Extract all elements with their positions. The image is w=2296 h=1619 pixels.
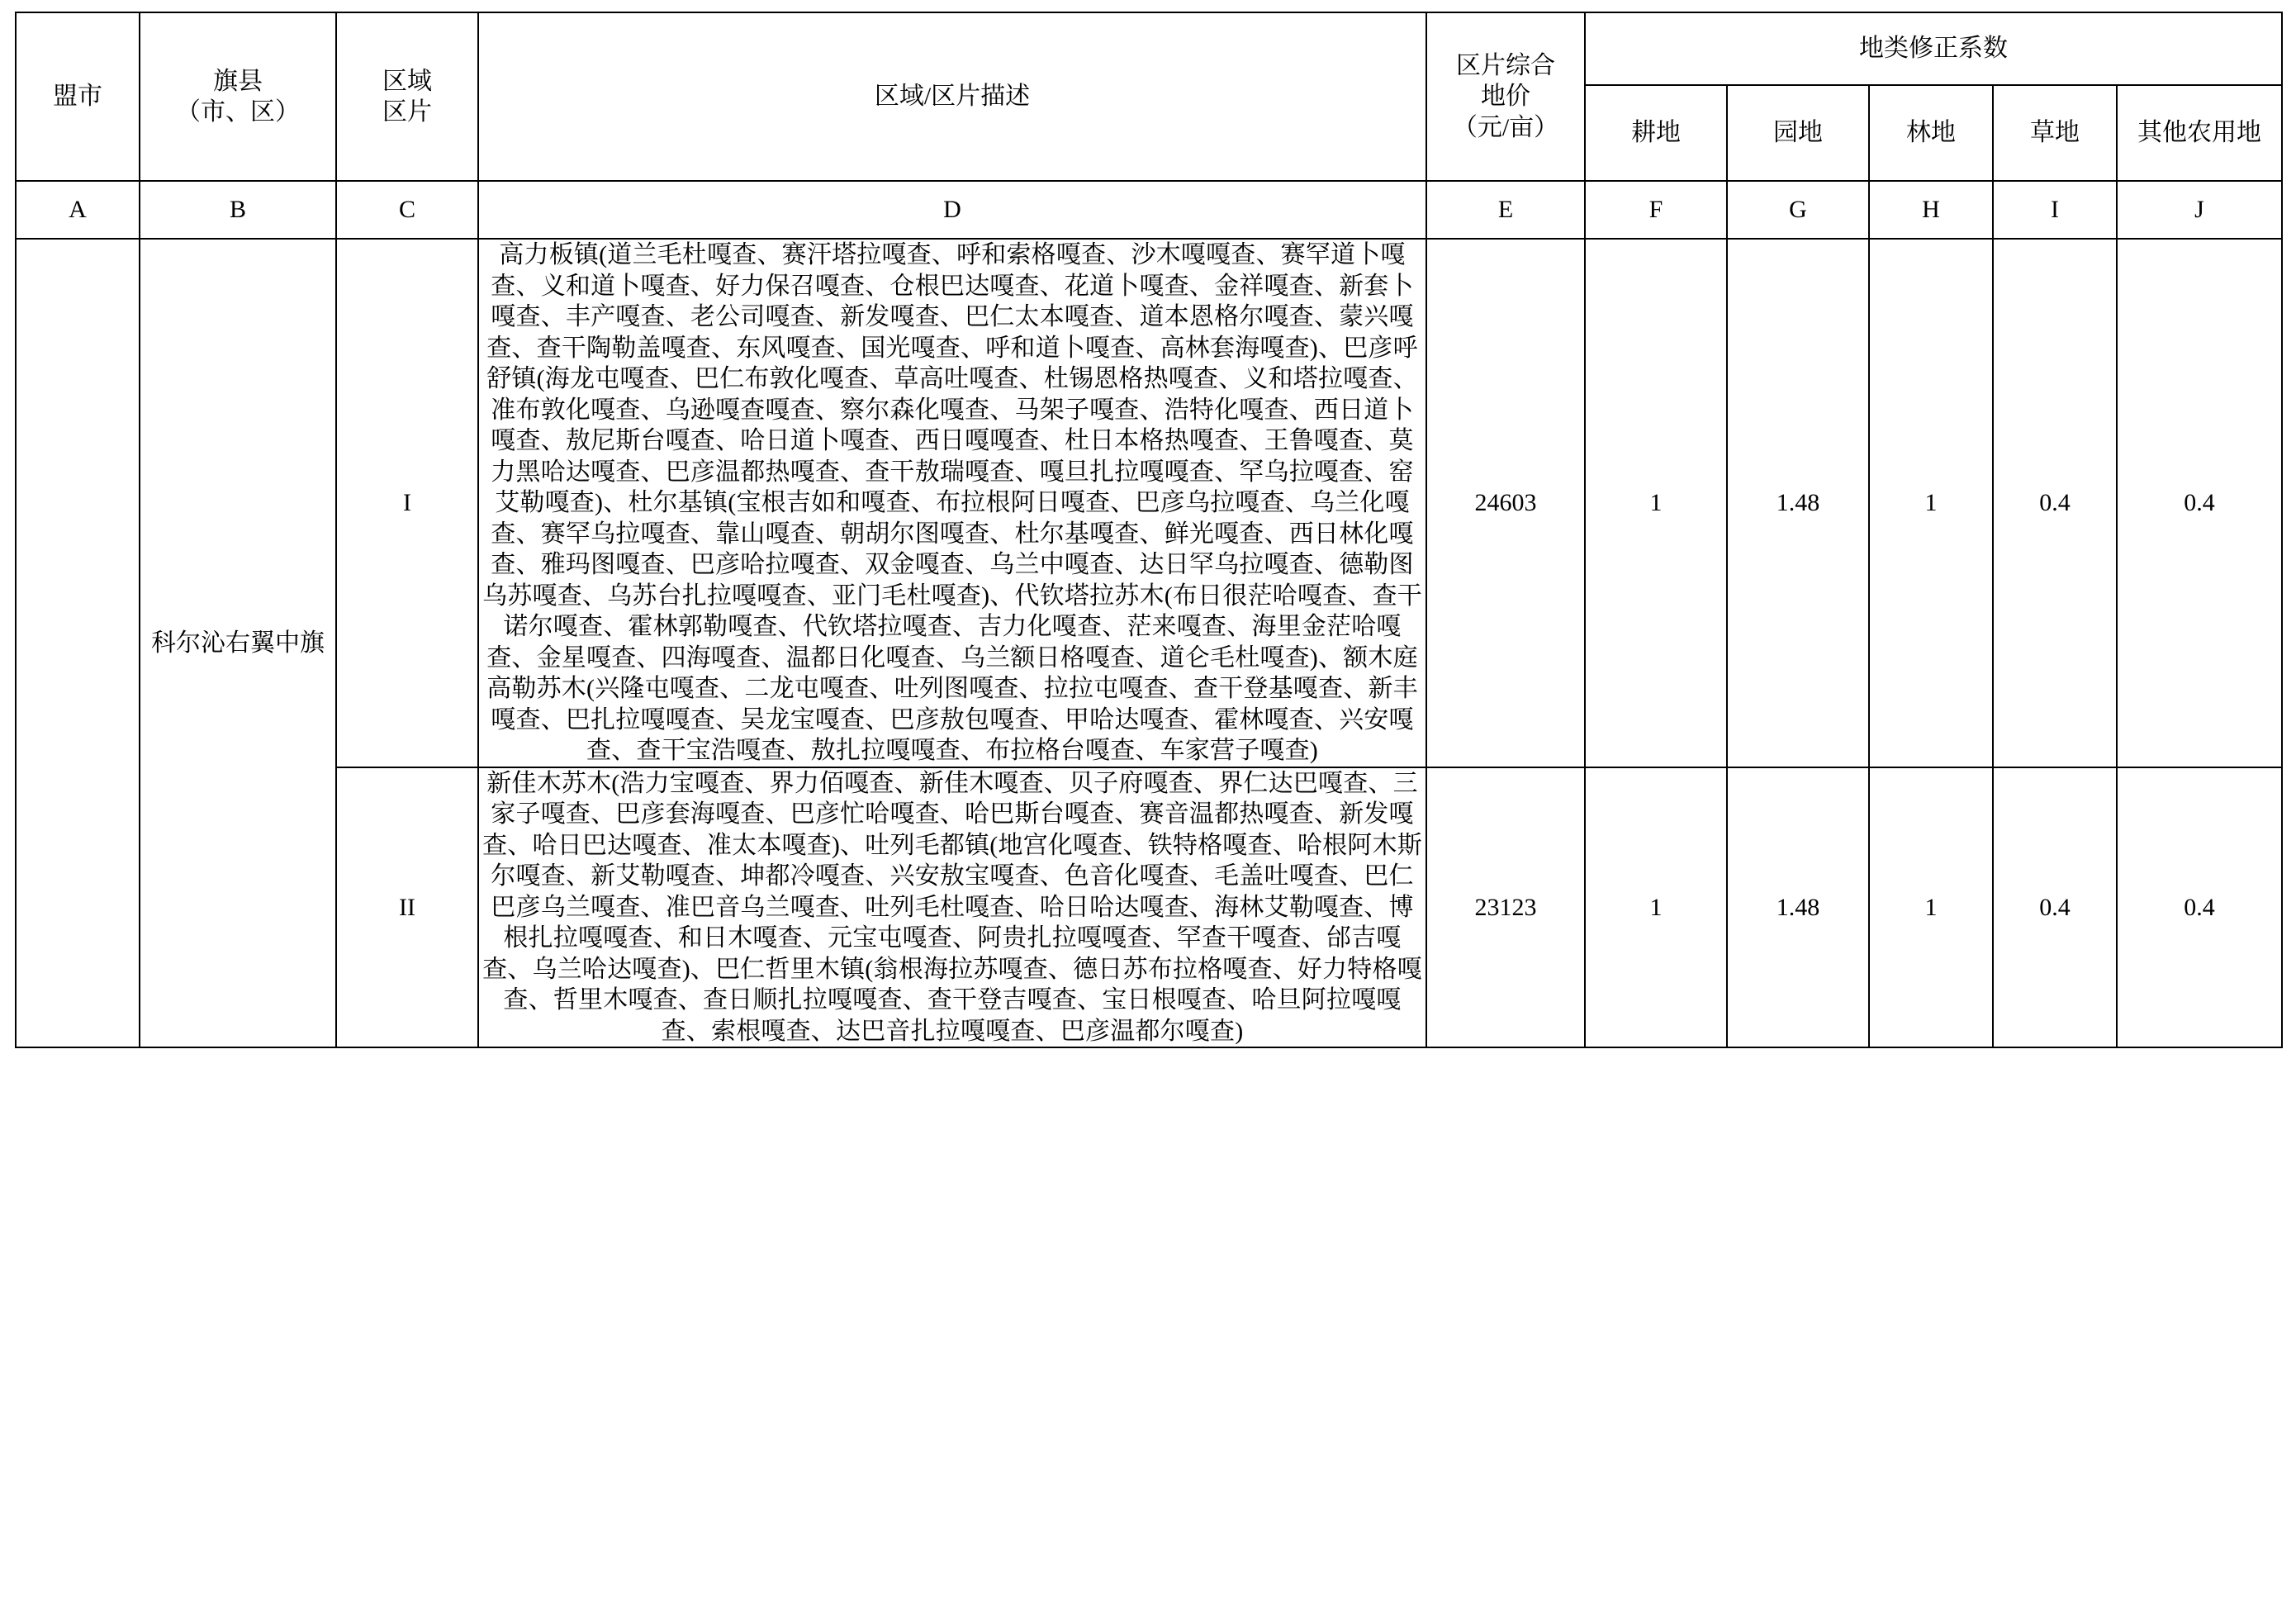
- cell-price: 24603: [1426, 239, 1585, 767]
- cell-zone: II: [336, 767, 478, 1048]
- header-price-line1: 区片综合: [1456, 51, 1555, 79]
- column-letter-g: G: [1727, 181, 1869, 239]
- cell-zone: I: [336, 239, 478, 767]
- cell-description: 新佳木苏木(浩力宝嘎查、界力佰嘎查、新佳木嘎查、贝子府嘎查、界仁达巴嘎查、三家子嘎查、巴彦套海嘎查、巴彦忙哈嘎查、哈巴斯台嘎查、赛音温都热嘎查、新发嘎查、哈日巴达嘎查、准太本嘎查)、吐列毛都镇(地宫化嘎查、铁特格嘎查、哈根阿木斯尔嘎查、新艾勒嘎查、坤都冷嘎查、兴安敖宝嘎查、色音化嘎查、毛盖吐嘎查、巴仁巴彦乌兰嘎查、准巴音乌兰嘎查、吐列毛杜嘎查、哈日哈达嘎查、海林艾勒嘎查、博根扎拉嘎嘎查、和日木嘎查、元宝屯嘎查、阿贵扎拉嘎嘎查、罕查干嘎查、邰吉嘎查、乌兰哈达嘎查)、巴仁哲里木镇(翁根海拉苏嘎查、德日苏布拉格嘎查、好力特格嘎查、哲里木嘎查、查日顺扎拉嘎嘎查、查干登吉嘎查、宝日根嘎查、哈旦阿拉嘎嘎查、索根嘎查、达巴音扎拉嘎嘎查、巴彦温都尔嘎查): [478, 767, 1426, 1048]
- table-row: [16, 767, 2282, 1048]
- header-cell-description: 区域/区片描述: [478, 12, 1426, 181]
- column-letter-j: J: [2117, 181, 2282, 239]
- header-zone-line1: 区域: [382, 67, 432, 95]
- header-cell-zone: [336, 12, 478, 181]
- header-cell-price: [1426, 12, 1585, 181]
- cell-grassland-coeff: 0.4: [1993, 767, 2117, 1048]
- header-county-line2: （市、区）: [176, 98, 300, 126]
- cell-description: 高力板镇(道兰毛杜嘎查、赛汗塔拉嘎查、呼和索格嘎查、沙木嘎嘎查、赛罕道卜嘎查、义和道卜嘎查、好力保召嘎查、仓根巴达嘎查、花道卜嘎查、金祥嘎查、新套卜嘎查、丰产嘎查、老公司嘎查、新发嘎查、巴仁太本嘎查、道本恩格尔嘎查、蒙兴嘎查、查干陶勒盖嘎查、东风嘎查、国光嘎查、呼和道卜嘎查、高林套海嘎查)、巴彦呼舒镇(海龙屯嘎查、巴仁布敦化嘎查、草高吐嘎查、杜锡恩格热嘎查、义和塔拉嘎查、准布敦化嘎查、乌逊嘎查嘎查、察尔森化嘎查、马架子嘎查、浩特化嘎查、西日道卜嘎查、敖尼斯台嘎查、哈日道卜嘎查、西日嘎嘎查、杜日本格热嘎查、王鲁嘎查、莫力黑哈达嘎查、巴彦温都热嘎查、查干敖瑞嘎查、嘎旦扎拉嘎嘎查、罕乌拉嘎查、窑艾勒嘎查)、杜尔基镇(宝根吉如和嘎查、布拉根阿日嘎查、巴彦乌拉嘎查、乌兰化嘎查、赛罕乌拉嘎查、靠山嘎查、朝胡尔图嘎查、杜尔基嘎查、鲜光嘎查、西日林化嘎查、雅玛图嘎查、巴彦哈拉嘎查、双金嘎查、乌兰中嘎查、达日罕乌拉嘎查、德勒图乌苏嘎查、乌苏台扎拉嘎嘎查、亚门毛杜嘎查)、代钦塔拉苏木(布日很茫哈嘎查、查干诺尔嘎查、霍林郭勒嘎查、代钦塔拉嘎查、吉力化嘎查、茫来嘎查、海里金茫哈嘎查、金星嘎查、四海嘎查、温都日化嘎查、乌兰额日格嘎查、道仑毛杜嘎查)、额木庭高勒苏木(兴隆屯嘎查、二龙屯嘎查、吐列图嘎查、拉拉屯嘎查、查干登基嘎查、新丰嘎查、巴扎拉嘎嘎查、吴龙宝嘎查、巴彦敖包嘎查、甲哈达嘎查、霍林嘎查、兴安嘎查、查干宝浩嘎查、敖扎拉嘎嘎查、布拉格台嘎查、车家营子嘎查): [478, 239, 1426, 767]
- header-zone-line2: 区片: [382, 98, 432, 126]
- cell-orchard-coeff: 1.48: [1727, 767, 1869, 1048]
- column-letter-h: H: [1869, 181, 1993, 239]
- column-letter-f: F: [1585, 181, 1727, 239]
- header-cell-cropland: 耕地: [1585, 85, 1727, 181]
- table-column-letter-row: [16, 181, 2282, 239]
- table-row: [16, 239, 2282, 767]
- header-county-line1: 旗县: [213, 67, 263, 95]
- cell-other-agri-coeff: 0.4: [2117, 767, 2282, 1048]
- column-letter-e: E: [1426, 181, 1585, 239]
- cell-grassland-coeff: 0.4: [1993, 239, 2117, 767]
- column-letter-a: A: [16, 181, 140, 239]
- cell-cropland-coeff: 1: [1585, 239, 1727, 767]
- header-price-line3: （元/亩）: [1452, 113, 1559, 141]
- cell-orchard-coeff: 1.48: [1727, 239, 1869, 767]
- cell-county: 科尔沁右翼中旗: [140, 239, 336, 1047]
- cell-cropland-coeff: 1: [1585, 767, 1727, 1048]
- header-cell-other-agri: 其他农用地: [2117, 85, 2282, 181]
- header-cell-county: [140, 12, 336, 181]
- column-letter-b: B: [140, 181, 336, 239]
- header-cell-orchard: 园地: [1727, 85, 1869, 181]
- column-letter-c: C: [336, 181, 478, 239]
- header-cell-forest: 林地: [1869, 85, 1993, 181]
- cell-price: 23123: [1426, 767, 1585, 1048]
- header-cell-grassland: 草地: [1993, 85, 2117, 181]
- header-cell-coefficient-group: 地类修正系数: [1585, 12, 2282, 85]
- column-letter-i: I: [1993, 181, 2117, 239]
- header-cell-league: 盟市: [16, 12, 140, 181]
- header-price-line2: 地价: [1481, 83, 1530, 111]
- cell-league: [16, 239, 140, 1047]
- cell-forest-coeff: 1: [1869, 767, 1993, 1048]
- cell-other-agri-coeff: 0.4: [2117, 239, 2282, 767]
- table-header-row: [16, 12, 2282, 85]
- column-letter-d: D: [478, 181, 1426, 239]
- land-price-table: [15, 12, 2283, 1048]
- cell-forest-coeff: 1: [1869, 239, 1993, 767]
